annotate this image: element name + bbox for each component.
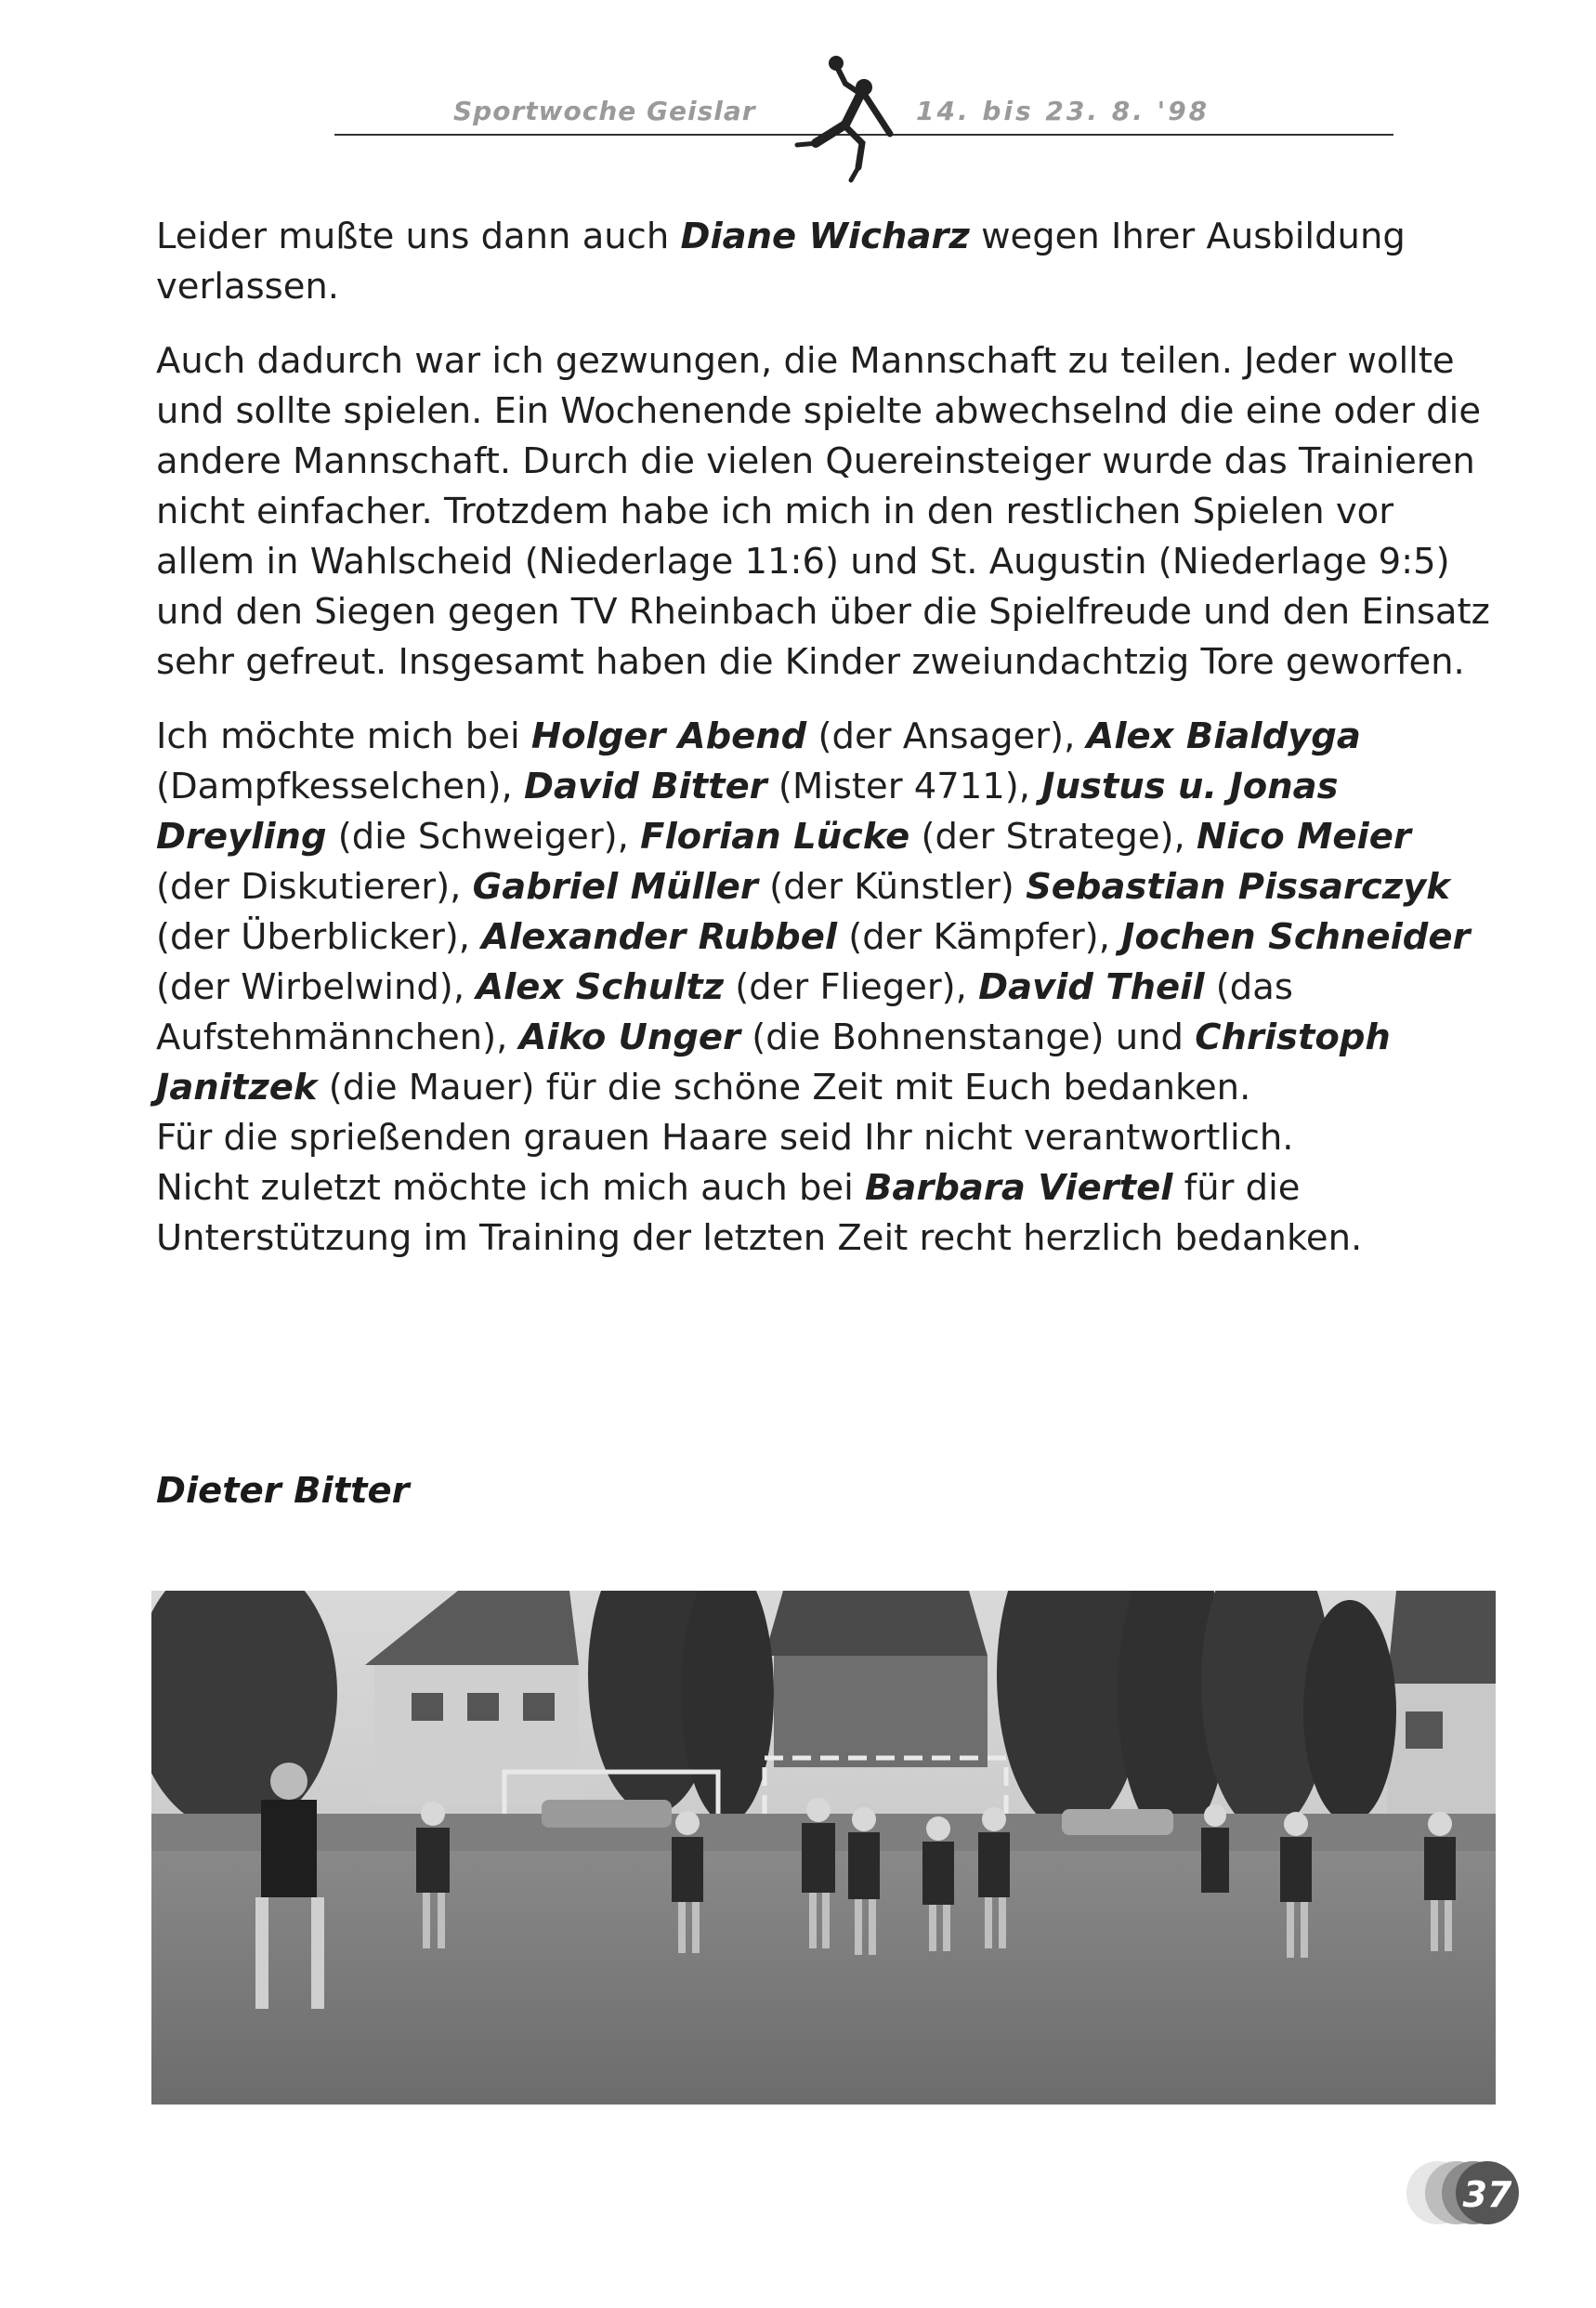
paragraph-1: Leider mußte uns dann auch Diane Wicharz wegen Ihrer Ausbildung verlassen. [156, 216, 1406, 308]
thanks-name: Alex Schultz [476, 966, 725, 1008]
author-signature: Dieter Bitter [156, 1470, 410, 1512]
thanks-name: Gabriel Müller [472, 866, 758, 908]
page-header [334, 85, 1393, 169]
handball-player-logo [780, 50, 920, 190]
article-body [156, 212, 1494, 1264]
thanks-name: Aiko Unger [518, 1016, 741, 1058]
thanks-name: Holger Abend [530, 715, 807, 757]
team-photo [151, 1591, 1496, 2105]
highlighted-name: Barbara Viertel [865, 1167, 1173, 1209]
paragraph-2: Auch dadurch war ich gezwungen, die Mannschaft zu teilen. Jeder wollte und sollte spielen. Ein Wochenende spielte abwechselnd die eine oder die andere Mannschaft. Durch die vielen Quereinsteiger wurde das Trainieren nicht einfacher. Trotzdem habe ich mich in den restlichen Spielen vor allem in Wahlscheid (Niederlage 11:6) und St. Augustin (Niederlage 9:5) und den Siegen gegen TV Rheinbach über die Spielfreude und den Einsatz sehr gefreut. Insgesamt haben die Kinder zweiundachtzig Tore geworfen. [156, 340, 1490, 683]
photo-illustration [151, 1591, 1496, 2105]
highlighted-name: Diane Wicharz [680, 216, 970, 257]
thanks-name: Christoph Janitzek [156, 1016, 1391, 1108]
thanks-name: Alexander Rubbel [481, 916, 838, 958]
page-number: 37 [1462, 2174, 1512, 2215]
paragraph-4: Für die sprießenden grauen Haare seid Ihr nicht verantwortlich. [156, 1117, 1294, 1159]
paragraph-5: Nicht zuletzt möchte ich mich auch bei Barbara Viertel für die Unterstützung im Training der letzten Zeit recht herzlich bedanken. [156, 1167, 1363, 1259]
thanks-name: Alex Bialdyga [1086, 715, 1361, 757]
header-dates: 14. bis 23. 8. '98 [910, 89, 1215, 134]
thanks-name: David Theil [978, 966, 1205, 1008]
thanks-name: David Bitter [524, 766, 767, 807]
header-title: Sportwoche Geislar [453, 89, 762, 134]
thanks-name: Jochen Schneider [1121, 916, 1471, 958]
paragraph-3-thanks: Ich möchte mich bei Holger Abend (der Ansager), Alex Bialdyga (Dampfkesselchen), David Bitter (Mister 4711), Justus u. Jonas Dreyling (die Schweiger), Florian Lücke (der Stratege), Nico Meier (der Diskutierer), Gabriel Müller (der Künstler) Sebastian Pissarczyk (der Überblicker), Alexander Rubbel (der Kämpfer), Jochen Schneider (der Wirbelwind), Alex Schultz (der Flieger), David Theil (das Aufstehmännchen), Aiko Unger (die Bohnenstange) und Christoph Janitzek (die Mauer) für die schöne Zeit mit Euch bedanken. [156, 715, 1471, 1108]
thanks-name: Justus u. Jonas Dreyling [156, 766, 1339, 858]
thanks-name: Sebastian Pissarczyk [1026, 866, 1450, 908]
thanks-name: Florian Lücke [640, 816, 910, 858]
thanks-name: Nico Meier [1197, 816, 1411, 858]
